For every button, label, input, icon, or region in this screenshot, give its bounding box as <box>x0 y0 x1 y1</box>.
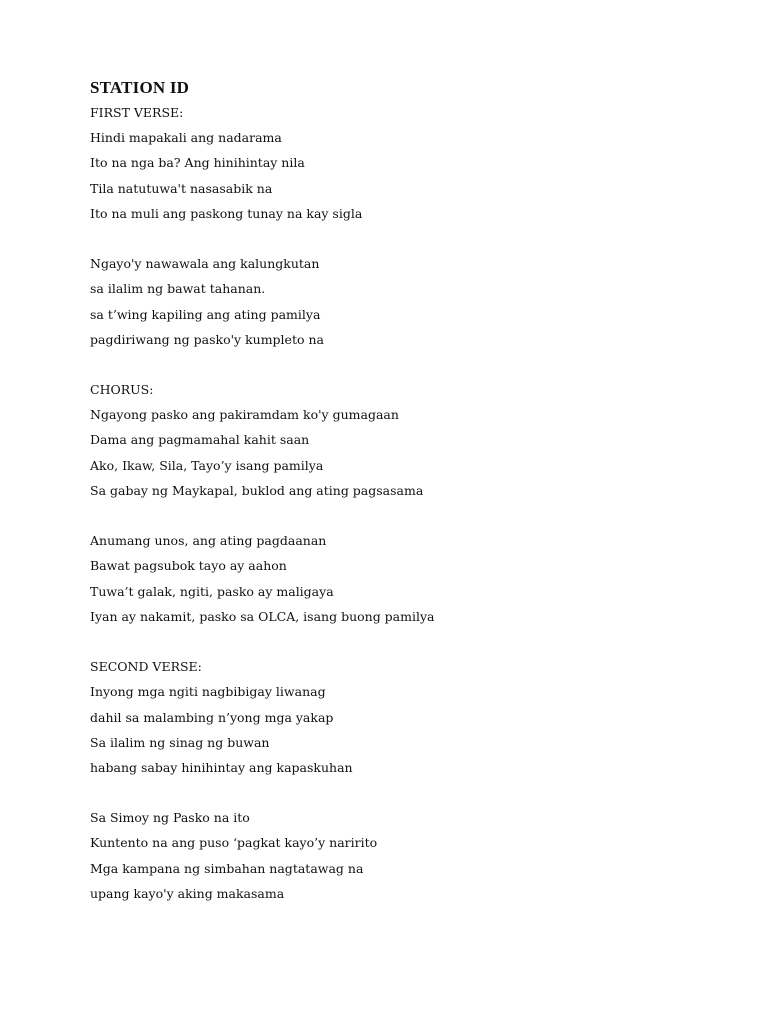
lyric-line: Inyong mga ngiti nagbibigay liwanag <box>90 684 326 700</box>
document-title: STATION ID <box>90 78 190 97</box>
lyric-line: Iyan ay nakamit, pasko sa OLCA, isang buong pamilya <box>90 608 435 624</box>
lyric-line: Bawat pagsubok tayo ay aahon <box>90 558 287 574</box>
lyrics-body <box>90 100 730 906</box>
lyric-line: Ako, Ikaw, Sila, Tayo’y isang pamilya <box>90 457 324 473</box>
stanza <box>90 377 730 503</box>
lyric-line: Sa Simoy ng Pasko na ito <box>90 810 250 826</box>
lyric-line: Sa ilalim ng sinag ng buwan <box>90 734 270 750</box>
stanza <box>90 100 730 226</box>
lyric-line: sa ilalim ng bawat tahanan. <box>90 281 266 297</box>
lyric-line: sa t’wing kapiling ang ating pamilya <box>90 306 321 322</box>
section-heading: FIRST VERSE: <box>90 105 184 120</box>
lyric-line: Mga kampana ng simbahan nagtatawag na <box>90 860 364 876</box>
lyric-line: Ngayong pasko ang pakiramdam ko'y gumagaan <box>90 407 399 423</box>
lyric-line: Kuntento na ang puso ‘pagkat kayo’y naririto <box>90 835 378 851</box>
lyric-line: Ito na muli ang paskong tunay na kay sigla <box>90 205 363 221</box>
lyric-line: Anumang unos, ang ating pagdaanan <box>90 533 327 549</box>
lyric-line: habang sabay hinihintay ang kapaskuhan <box>90 759 353 775</box>
lyric-line: pagdiriwang ng pasko'y kumpleto na <box>90 331 324 347</box>
lyric-line: Sa gabay ng Maykapal, buklod ang ating pagsasama <box>90 482 424 498</box>
lyric-line: Tila natutuwa't nasasabik na <box>90 180 273 196</box>
stanza <box>90 251 730 352</box>
lyric-line: Ngayo'y nawawala ang kalungkutan <box>90 256 320 272</box>
lyric-line: Hindi mapakali ang nadarama <box>90 130 282 146</box>
stanza <box>90 805 730 906</box>
lyric-line: Dama ang pagmamahal kahit saan <box>90 432 310 448</box>
section-heading: CHORUS: <box>90 382 154 398</box>
stanza <box>90 528 730 629</box>
lyric-line: Ito na nga ba? Ang hinihintay nila <box>90 155 305 171</box>
lyric-line: dahil sa malambing n’yong mga yakap <box>90 709 334 725</box>
section-heading: SECOND VERSE: <box>90 659 202 675</box>
document-page <box>90 78 730 906</box>
lyric-line: Tuwa’t galak, ngiti, pasko ay maligaya <box>90 583 334 599</box>
lyric-line: upang kayo'y aking makasama <box>90 885 285 901</box>
stanza <box>90 654 730 780</box>
